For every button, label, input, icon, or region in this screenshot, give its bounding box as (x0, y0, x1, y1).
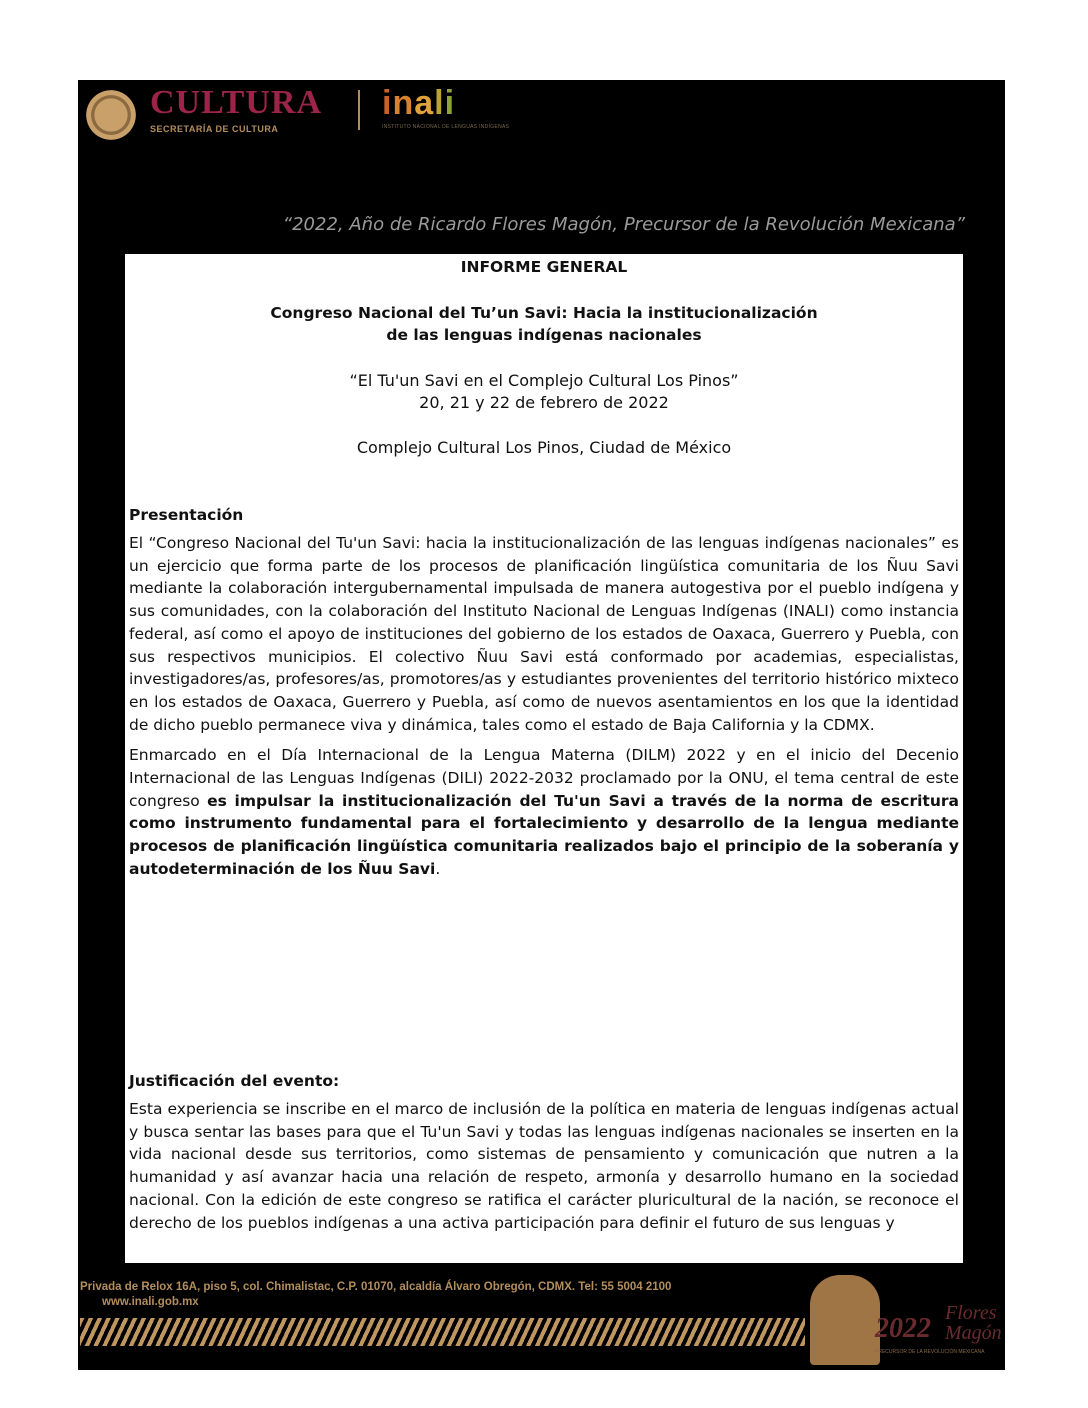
paragraph (129, 744, 959, 880)
inali-logo-subtitle: INSTITUTO NACIONAL DE LENGUAS INDÍGENAS (382, 124, 510, 130)
paragraph-end: . (435, 859, 441, 878)
badge-year: 2022 (875, 1313, 931, 1344)
section-heading: Presentación (129, 506, 244, 524)
event-place: Complejo Cultural Los Pinos, Ciudad de México (356, 438, 732, 457)
logo-divider (358, 90, 360, 130)
decorative-pattern (80, 1318, 805, 1346)
national-seal-icon (82, 86, 140, 144)
portrait-icon (810, 1275, 880, 1365)
paragraph-text: Enmarcado en el Día Internacional de la Lengua Materna (DILM) 2022 y en el inicio del Decenio Internacional de las Lenguas Indígenas (DILI) 2022-2032 proclamado por la ONU, el tema central de este congreso (129, 746, 959, 810)
event-info (125, 370, 963, 414)
document-subtitle (125, 302, 963, 346)
paragraph-emphasis: es impulsar la institucionalización del Tu'un Savi a través de la norma de escritura como instrumento fundamental para el fortalecimiento y desarrollo de la lengua mediante procesos de planificación lingüística comunitaria realizados bajo el principio de la soberanía y autodeterminación de los Ñuu Savi (129, 791, 959, 878)
event-name: “El Tu'un Savi en el Complejo Cultural Los Pinos” (349, 371, 739, 390)
badge-name: Flores Magón (945, 1302, 1002, 1344)
flores-magon-badge (800, 1275, 1005, 1365)
section-presentacion (129, 506, 959, 881)
inali-logo: inali (382, 84, 456, 122)
subtitle-line-2: de las lenguas indígenas nacionales (386, 326, 702, 344)
document-title: INFORME GENERAL (460, 258, 628, 276)
paragraph: El “Congreso Nacional del Tu'un Savi: hacia la institucionalización de las lenguas indígenas nacionales” es un ejercicio que forma parte de los procesos de planificación lingüística comunitaria de los Ñuu Savi mediante la colaboración intergubernamental impulsada de manera autogestiva por el pueblo indígena y sus comunidades, con la colaboración del Instituto Nacional de Lenguas Indígenas (INALI) como instancia federal, así como el apoyo de instituciones del gobierno de los estados de Oaxaca, Guerrero y Puebla, con sus respectivos municipios. El colectivo Ñuu Savi está conformado por academias, especialistas, investigadores/as, profesores/as, promotores/as y estudiantes provenientes del territorio histórico mixteco en los estados de Oaxaca, Guerrero y Puebla, así como de nuevos asentamientos en los que la identidad de dicho pueblo permanece viva y dinámica, tales como el estado de Baja California y la CDMX. (129, 534, 959, 734)
cultura-logo: CULTURA (150, 84, 323, 121)
letterhead (78, 80, 1005, 150)
section-justificacion (129, 1072, 959, 1234)
address-text: Privada de Relox 16A, piso 5, col. Chimalistac, C.P. 01070, alcaldía Álvaro Obregón, CDMX. Tel: 55 5004 2100 (80, 1281, 672, 1293)
year-motto: “2022, Año de Ricardo Flores Magón, Precursor de la Revolución Mexicana” (282, 214, 965, 235)
subtitle-line-1: Congreso Nacional del Tu’un Savi: Hacia la institucionalización (270, 304, 818, 322)
badge-subtitle: PRECURSOR DE LA REVOLUCIÓN MEXICANA (875, 1349, 985, 1355)
website-link[interactable]: www.inali.gob.mx (102, 1296, 199, 1308)
cultura-logo-subtitle: SECRETARÍA DE CULTURA (150, 124, 279, 134)
footer-address (80, 1280, 700, 1310)
section-heading: Justificación del evento: (129, 1072, 340, 1090)
document-body (125, 254, 963, 1263)
paragraph: Esta experiencia se inscribe en el marco de inclusión de la política en materia de lenguas indígenas actual y busca sentar las bases para que el Tu'un Savi y todas las lenguas indígenas nacionales se inserten en la vida nacional desde sus territorios, como sistemas de pensamiento y comunicación que nutren a la humanidad y así avanzar hacia una relación de respeto, armonía y desarrollo humano en la sociedad nacional. Con la edición de este congreso se ratifica el carácter pluricultural de la nación, se reconoce el derecho de los pueblos indígenas a una activa participación para definir el futuro de sus lenguas y (129, 1100, 959, 1232)
event-dates: 20, 21 y 22 de febrero de 2022 (419, 393, 669, 412)
